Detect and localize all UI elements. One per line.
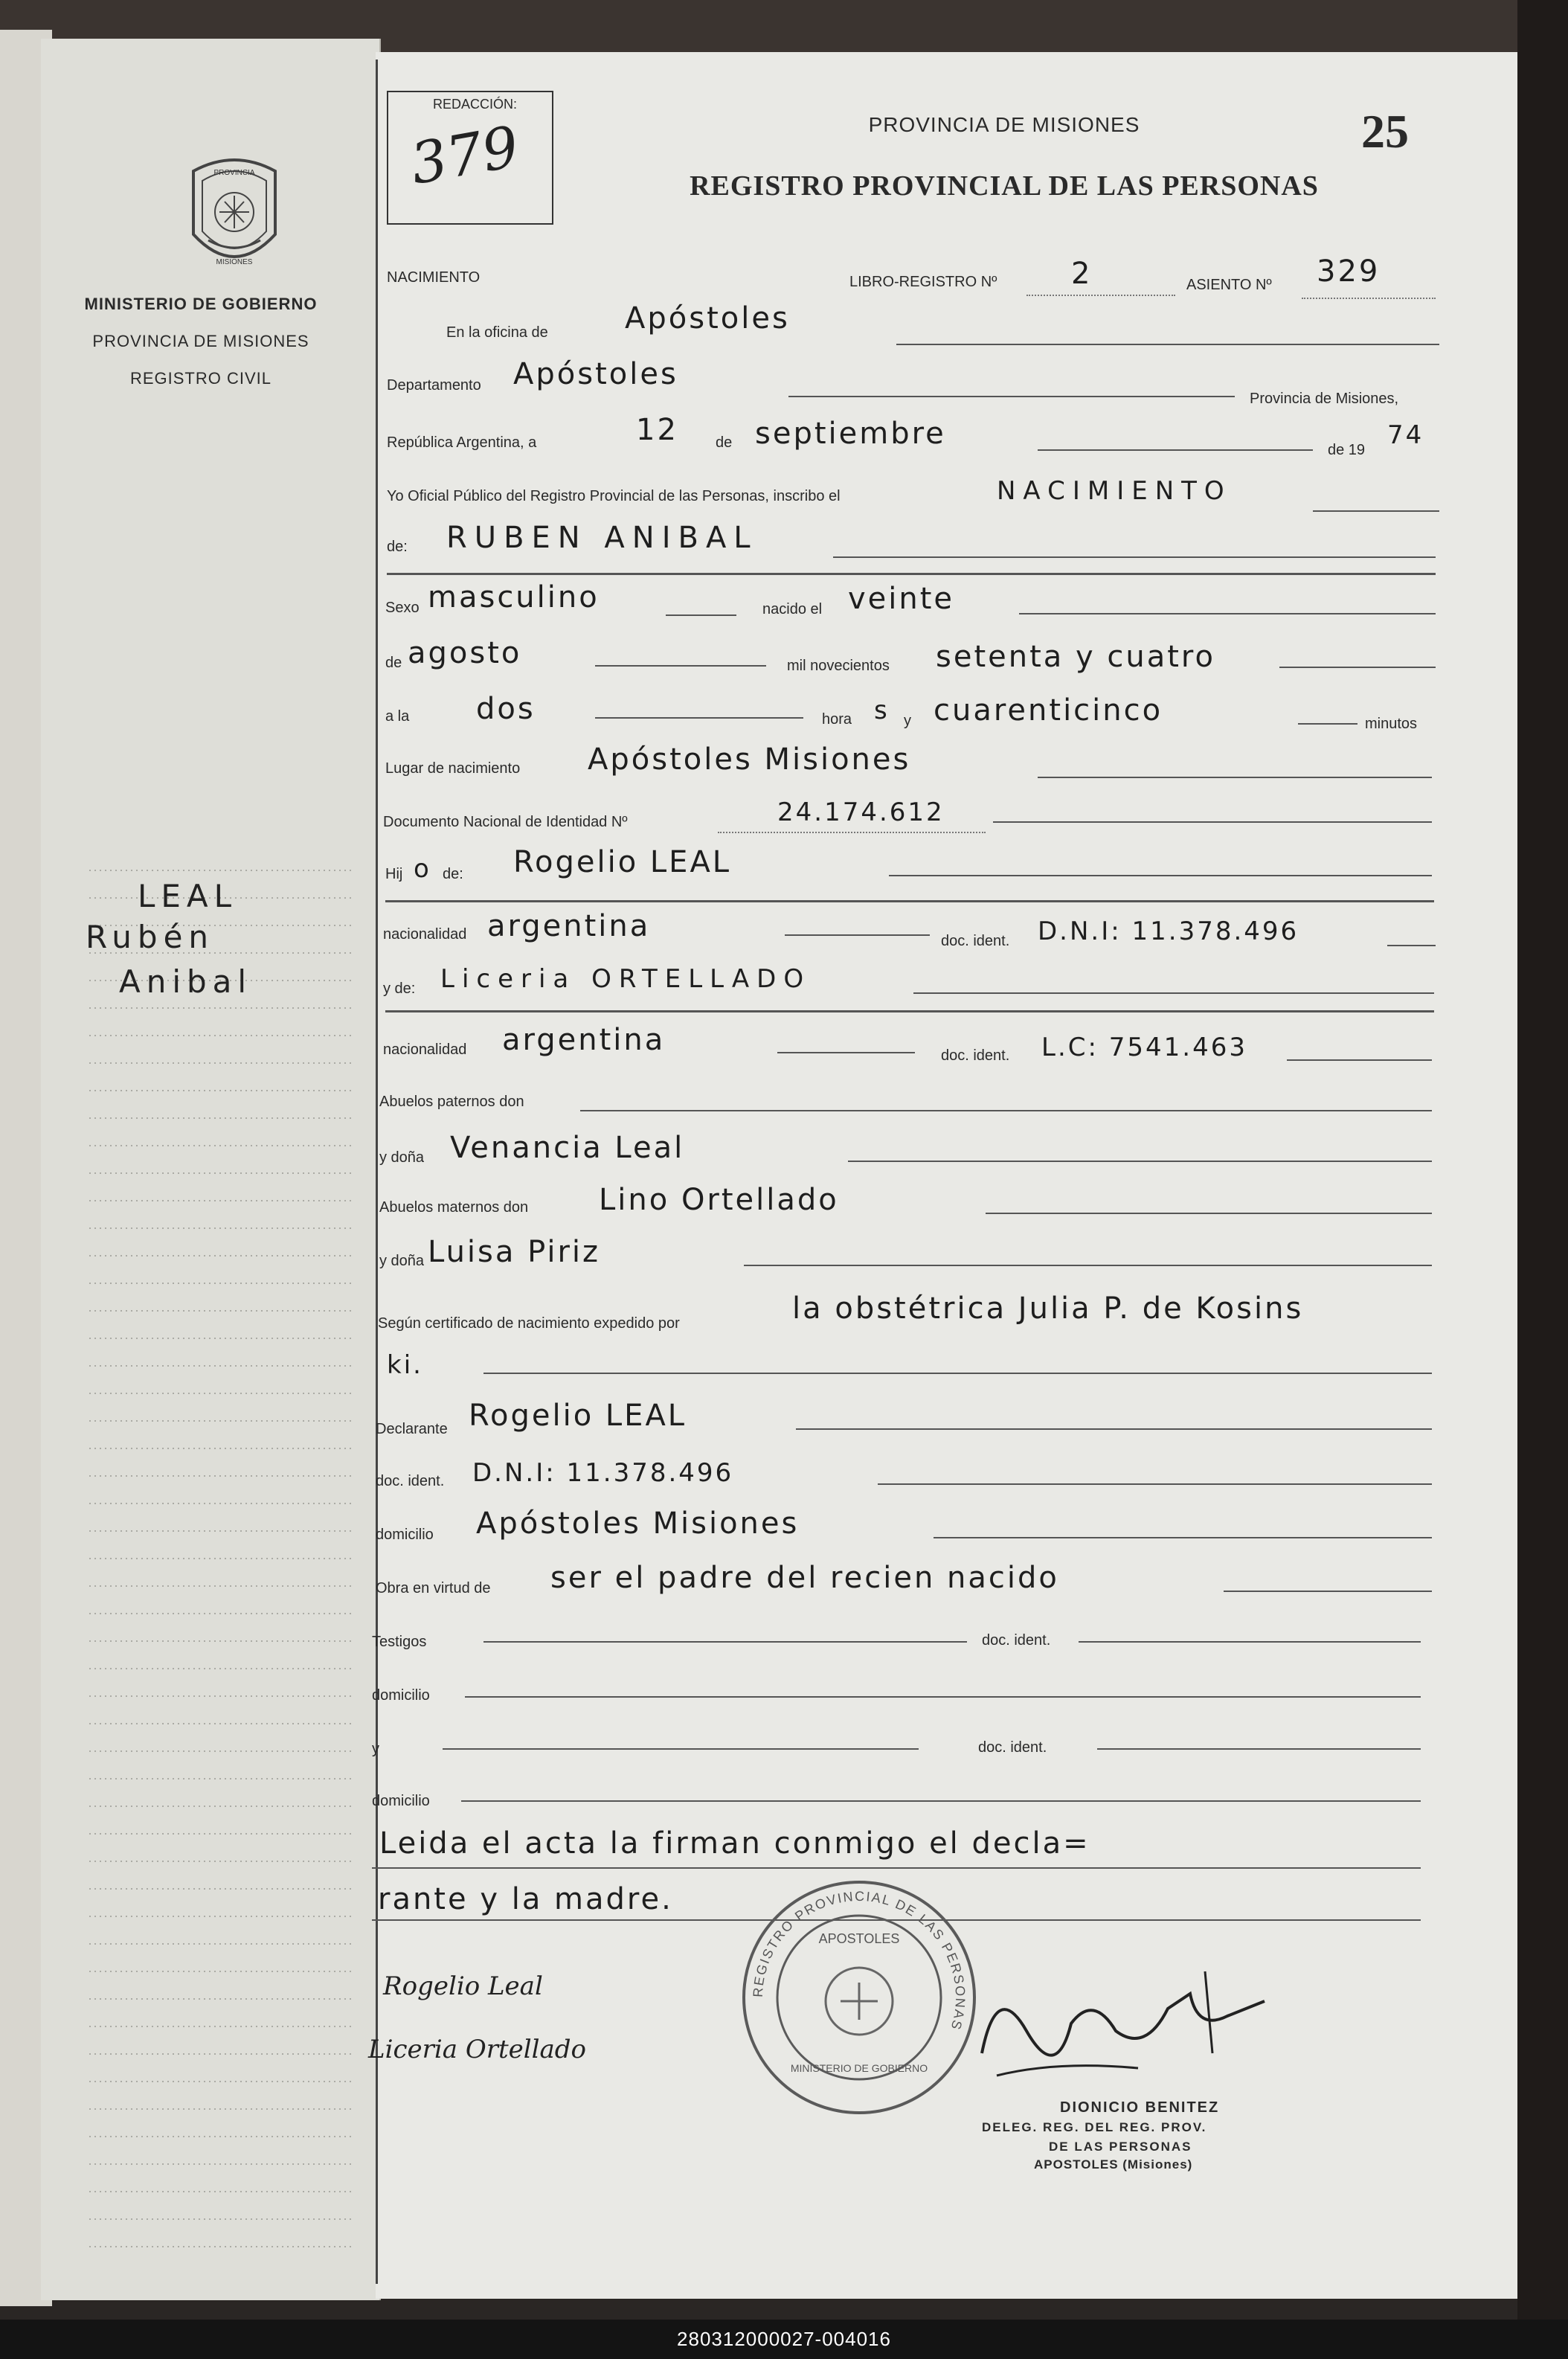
lugar-line [1038,777,1432,778]
nombre-line [833,556,1436,558]
asiento-label: ASIENTO Nº [1186,277,1272,293]
testigo2-doc-line [1097,1748,1421,1750]
minutos-line [1298,723,1357,725]
official-name: DIONICIO BENITEZ [1060,2099,1220,2116]
page-number: 25 [1361,105,1409,158]
province-heading: PROVINCIA DE MISIONES [868,113,1140,136]
certificado-line [483,1373,1432,1374]
obra-line [1224,1591,1432,1592]
testigo1-domicilio-label: domicilio [372,1687,430,1704]
hijo-de-label: de: [443,866,463,882]
nacido-dia-value: veinte [848,582,955,616]
declarante-label: Declarante [376,1421,448,1437]
margin-second-name: Anibal [119,963,253,1000]
province-label: PROVINCIA DE MISIONES [92,332,309,350]
obra-label: Obra en virtud de [376,1580,491,1596]
father-signature: Rogelio Leal [383,1971,543,2001]
abuelo-mat-value: Lino Ortellado [599,1183,839,1217]
minutos-label: minutos [1365,716,1418,732]
domicilio-label: domicilio [376,1527,434,1543]
sexo-value: masculino [428,580,600,614]
official-title-2: DE LAS PERSONAS [1049,2140,1192,2154]
provincial-emblem-icon [179,153,290,279]
sexo-label: Sexo [385,600,420,616]
testigos-doc-label: doc. ident. [982,1632,1051,1649]
lugar-label: Lugar de nacimiento [385,760,521,777]
y-label: y [904,713,911,729]
dia-value: 12 [636,413,678,447]
redaccion-number: 379 [405,113,524,197]
margin-first-name: Rubén [86,919,215,955]
redaccion-box [387,91,553,225]
departamento-label: Departamento [387,377,481,394]
republica-label: República Argentina, a [387,434,537,451]
sexo-line [666,614,736,616]
asiento-line [1302,298,1436,299]
madre-nacionalidad-value: argentina [502,1023,666,1057]
padre-doc-value: D.N.I: 11.378.496 [1038,917,1299,946]
domicilio-line [934,1537,1432,1538]
photo-background-right [1517,0,1568,2359]
ministry-label: MINISTERIO DE GOBIERNO [84,295,318,313]
nacido-anio-value: setenta y cuatro [936,640,1215,674]
observacion-line-1: Leida el acta la firman conmigo el decla= [379,1826,1090,1861]
abuelos-maternos-label: Abuelos maternos don [379,1199,529,1216]
registry-heading: REGISTRO PROVINCIAL DE LAS PERSONAS [690,170,1319,202]
asiento-value: 329 [1317,254,1381,289]
obra-value: ser el padre del recien nacido [550,1561,1059,1595]
padre-underline [385,900,1434,902]
margin-dotted-lines [89,863,357,2262]
mother-signature: Liceria Ortellado [368,2035,586,2064]
oficina-value: Apóstoles [625,301,790,336]
lugar-value: Apóstoles Misiones [588,742,911,777]
de-label: de [716,434,733,451]
dni-dotted [718,832,986,833]
madre-doc-label: doc. ident. [941,1047,1010,1064]
oficina-line [896,344,1439,345]
official-place: APOSTOLES (Misiones) [1034,2157,1193,2172]
declarante-doc-label: doc. ident. [376,1473,445,1489]
margin-surname: LEAL [138,878,238,914]
de-mes-label: de [385,655,402,671]
testigo2-doc-label: doc. ident. [978,1739,1047,1756]
certificado-label: Según certificado de nacimiento expedido por [378,1315,680,1332]
madre-nac-line [777,1052,915,1053]
official-signature [967,1964,1279,2113]
mes-line [1038,449,1313,451]
nacido-dia-line [1019,613,1436,614]
emblem-text-bottom: MISIONES [216,258,253,266]
observacion-rule-1 [372,1867,1421,1869]
domicilio-value: Apóstoles Misiones [476,1506,800,1541]
testigo2-domicilio-label: domicilio [372,1793,430,1809]
hijo-suffix: o [414,854,431,884]
declarante-line [796,1428,1432,1430]
madre-value: Liceria ORTELLADO [440,964,812,994]
padre-nacionalidad-label: nacionalidad [383,926,467,943]
year-value: 74 [1387,420,1424,450]
certificado-continued: ki. [387,1350,423,1380]
oficina-label: En la oficina de [446,324,548,341]
abuelo-mat-line [986,1213,1432,1214]
padre-doc-line [1387,945,1436,946]
madre-doc-line [1287,1059,1432,1061]
testigo2-domicilio-line [461,1800,1421,1802]
image-id-footer: 280312000027-004016 [0,2320,1568,2359]
madre-nacionalidad-label: nacionalidad [383,1042,467,1058]
declarante-value: Rogelio LEAL [469,1399,687,1433]
official-round-stamp [736,1875,982,2120]
declarante-doc-value: D.N.I: 11.378.496 [472,1458,734,1488]
a-la-label: a la [385,708,410,725]
civil-registry-label: REGISTRO CIVIL [129,369,272,388]
nacido-mes-line [595,665,766,667]
padre-doc-label: doc. ident. [941,933,1010,949]
testigo2-y-label: y [372,1741,379,1757]
abuela-pat-line [848,1161,1432,1162]
padre-value: Rogelio LEAL [513,845,732,879]
departamento-value: Apóstoles [513,357,678,391]
hijo-label: Hij [385,866,403,882]
madre-label: y de: [383,980,416,997]
abuela-mat-value: Luisa Piriz [428,1235,601,1269]
nacido-label: nacido el [762,601,823,617]
hora-suffix: s [874,696,890,725]
padre-line [889,875,1432,876]
madre-doc-value: L.C: 7541.463 [1041,1033,1247,1062]
madre-line [913,992,1434,994]
mil-label: mil novecientos [787,658,890,674]
de-year-label: de 19 [1328,442,1366,458]
hora-value: dos [476,692,536,726]
nacido-anio-line [1279,667,1436,668]
certificado-value: la obstétrica Julia P. de Kosins [792,1291,1304,1326]
abuelos-paternos-line [580,1110,1432,1111]
abuelos-paternos-label: Abuelos paternos don [379,1094,524,1110]
observacion-line-2: rante y la madre. [378,1882,673,1916]
dni-label: Documento Nacional de Identidad Nº [383,814,628,830]
act-type-label: NACIMIENTO [387,269,481,286]
minutos-value: cuarenticinco [934,693,1163,728]
dni-value: 24.174.612 [777,797,945,827]
padre-nac-line [785,934,930,936]
provincia-label: Provincia de Misiones, [1250,391,1399,407]
testigos-line [483,1641,967,1643]
libro-line [1026,295,1175,296]
libro-value: 2 [1071,257,1093,291]
abuela-pat-value: Venancia Leal [450,1131,685,1165]
libro-label: LIBRO-REGISTRO Nº [849,274,997,290]
dni-line [993,821,1432,823]
acto-line [1313,510,1439,512]
declarante-doc-line [878,1483,1432,1485]
page-left-border [376,60,379,2284]
padre-nacionalidad-value: argentina [487,909,651,943]
stamp-ring-text: REGISTRO PROVINCIAL DE LAS PERSONAS [750,1888,968,2033]
hora-line [595,717,803,719]
de-name-label: de: [387,539,408,555]
stamp-city: APOSTOLES [818,1931,900,1946]
emblem-text-top: PROVINCIA [213,169,255,177]
madre-underline [385,1010,1434,1012]
redaccion-label: REDACCIÓN: [433,97,518,112]
testigos-doc-line [1079,1641,1421,1643]
abuela-mat-line [744,1265,1432,1266]
hora-label: hora [822,711,852,728]
nacido-mes-value: agosto [408,636,522,670]
nombre-underline [387,573,1436,575]
stamp-bottom: MINISTERIO DE GOBIERNO [790,2062,928,2074]
testigos-label: Testigos [372,1634,427,1650]
abuela-pat-label: y doña [379,1149,425,1166]
official-title: DELEG. REG. DEL REG. PROV. [982,2120,1207,2134]
acto-value: NACIMIENTO [997,476,1232,506]
testigo1-domicilio-line [465,1696,1421,1698]
abuela-mat-label: y doña [379,1253,425,1269]
nombre-value: RUBEN ANIBAL [446,521,758,555]
mes-value: septiembre [755,417,946,451]
departamento-line [788,396,1235,397]
testigo2-line [443,1748,919,1750]
oficial-label: Yo Oficial Público del Registro Provincial de las Personas, inscribo el [387,488,841,504]
